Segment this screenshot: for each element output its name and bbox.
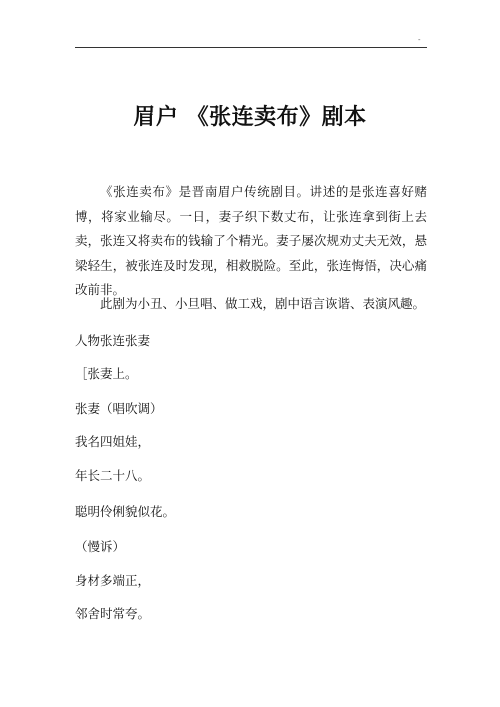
script-line: 张妻（唱吹调）: [75, 401, 163, 416]
script-line: 身材多端正，: [75, 573, 151, 588]
script-line: 聪明伶俐貌似花。: [75, 504, 176, 519]
script-line: （慢诉）: [75, 539, 126, 554]
stage-direction-line: ［张妻上。: [75, 366, 138, 381]
script-line: 年长二十八。: [75, 468, 151, 483]
cast-line: 人物张连张妻: [75, 333, 151, 348]
header-rule: [75, 47, 427, 48]
script-line: 我名四姐娃，: [75, 434, 151, 449]
script-line: 邻舍时常夸。: [75, 606, 151, 621]
document-title: 眉户 《张连卖布》剧本: [133, 105, 367, 130]
intro-paragraph: 《张连卖布》是晋南眉户传统剧目。讲述的是张连喜好赌博，将家业输尽。一日，妻子织下数丈布，让张连拿到街上去卖，张连又将卖布的钱输了个精光。妻子屡次规劝丈夫无效，悬梁轻生，被张连及时发现，相救脱险。至此，张连悔悟，决心痛改前非。: [75, 184, 427, 297]
header-mark: -: [418, 36, 421, 44]
style-paragraph: 此剧为小丑、小旦唱、做工戏，剧中语言诙谐、表演风趣。: [100, 296, 426, 311]
